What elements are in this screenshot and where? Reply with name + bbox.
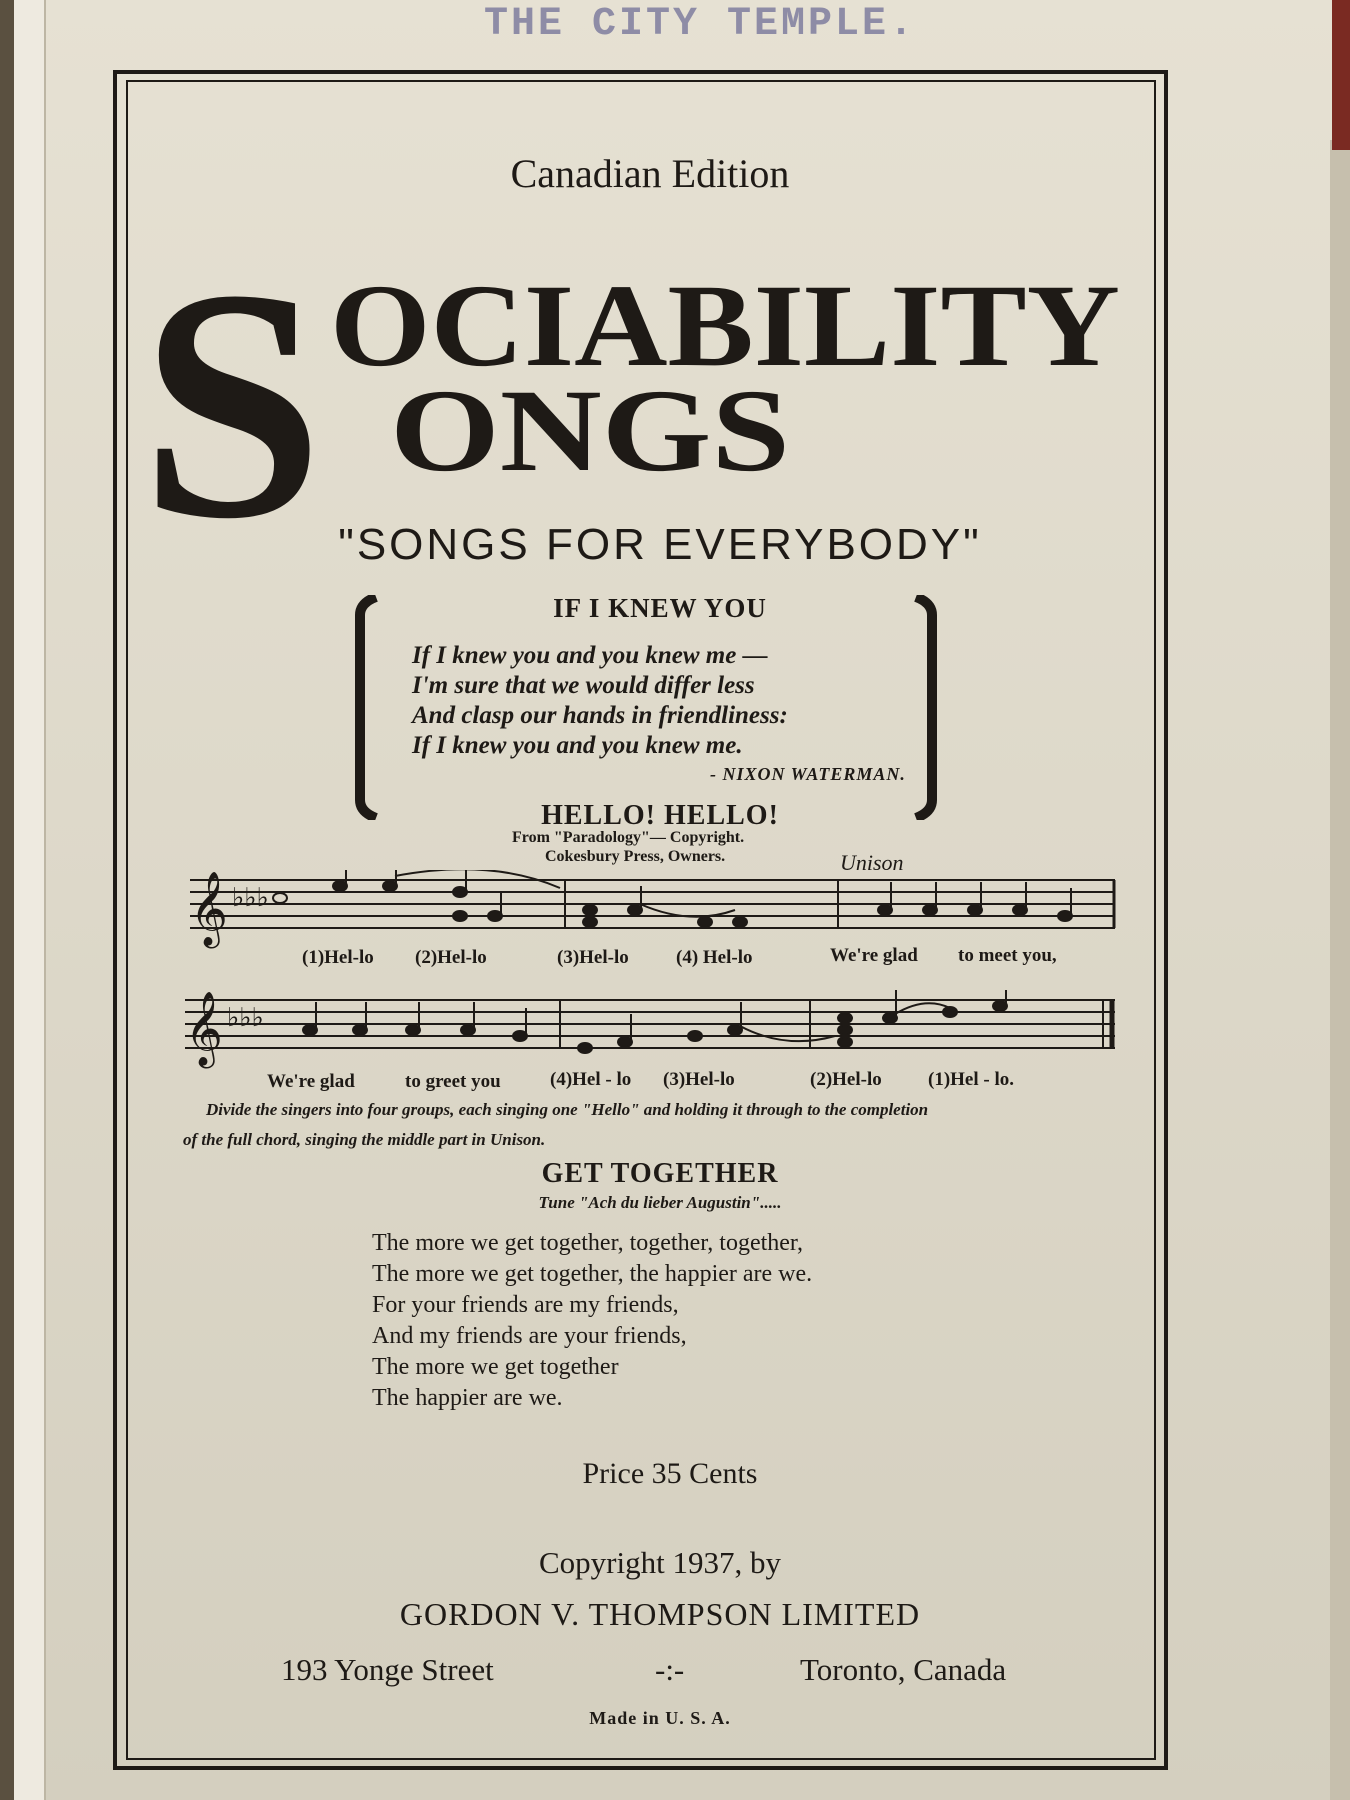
get-together-title: GET TOGETHER <box>541 1158 779 1189</box>
edition-label: Canadian Edition <box>510 151 790 196</box>
lyric: to meet you, <box>958 945 1057 966</box>
price-label: Price 35 Cents <box>582 1457 758 1490</box>
copyright-line: Copyright 1937, by <box>539 1545 781 1580</box>
verse-line: For your friends are my friends, <box>372 1292 679 1318</box>
right-bracket <box>912 595 942 820</box>
verse-line: The happier are we. <box>372 1385 563 1411</box>
lyric: (3)Hel-lo <box>663 1069 735 1090</box>
poem-title: IF I KNEW YOU <box>553 593 767 623</box>
title-line2: ONGS <box>390 365 790 496</box>
book-subtitle: "SONGS FOR EVERYBODY" <box>338 520 982 569</box>
left-bracket <box>350 595 380 820</box>
treble-clef-icon: 𝄞 <box>190 872 228 946</box>
get-together-tune: Tune "Ach du lieber Augustin"..... <box>538 1193 782 1212</box>
page-binding-edge <box>14 0 46 1800</box>
song-credit: From "Paradology"— Copyright. <box>512 829 745 846</box>
key-signature-icon: ♭♭♭ <box>232 883 269 913</box>
lyric: (4)Hel - lo <box>550 1069 632 1090</box>
verse-line: The more we get together, together, together, <box>372 1230 803 1256</box>
title-line1: OCIABILITY <box>330 260 1120 391</box>
treble-clef-icon: 𝄞 <box>185 992 223 1066</box>
lyric: (1)Hel - lo. <box>928 1069 1015 1090</box>
lyric: to greet you <box>405 1071 501 1092</box>
unison-marking: Unison <box>840 850 904 875</box>
publisher-city: Toronto, Canada <box>800 1652 1007 1687</box>
poem-line: If I knew you and you knew me — <box>412 642 768 669</box>
music-staff-1 <box>190 870 1120 950</box>
red-background-edge <box>1332 0 1350 150</box>
made-in-label: Made in U. S. A. <box>589 1708 731 1728</box>
book-title <box>140 240 1140 540</box>
song-credit: Cokesbury Press, Owners. <box>545 848 726 865</box>
cloth-background <box>1330 140 1350 1800</box>
notes-staff-1 <box>273 870 1072 927</box>
publisher-name: GORDON V. THOMPSON LIMITED <box>399 1596 921 1632</box>
lyric: We're glad <box>830 945 918 966</box>
lyric: (1)Hel-lo <box>302 947 374 968</box>
key-signature-icon: ♭♭♭ <box>227 1003 264 1033</box>
title-initial: S <box>140 240 324 540</box>
poem-line: And clasp our hands in friendliness: <box>412 702 788 729</box>
poem-line: I'm sure that we would differ less <box>412 672 755 699</box>
publisher-street: 193 Yonge Street <box>281 1652 494 1687</box>
verse-line: And my friends are your friends, <box>372 1323 687 1349</box>
lyric: (4) Hel-lo <box>676 947 753 968</box>
lyric: (2)Hel-lo <box>810 1069 882 1090</box>
lyric: We're glad <box>267 1071 355 1092</box>
ink-stamp: THE CITY TEMPLE. <box>483 2 917 47</box>
lyric: (2)Hel-lo <box>415 947 487 968</box>
lyric: (3)Hel-lo <box>557 947 629 968</box>
song-instruction: of the full chord, singing the middle part in Unison. <box>183 1130 546 1149</box>
song-instruction: Divide the singers into four groups, each singing one "Hello" and holding it through to the completion <box>206 1100 929 1119</box>
verse-line: The more we get together, the happier are we. <box>372 1261 813 1287</box>
address-separator: -:- <box>655 1652 685 1687</box>
poem-line: If I knew you and you knew me. <box>412 732 743 759</box>
poem-author: - NIXON WATERMAN. <box>710 764 906 784</box>
song-title: HELLO! HELLO! <box>541 800 779 831</box>
music-staff-2 <box>185 990 1120 1070</box>
verse-line: The more we get together <box>372 1354 619 1380</box>
